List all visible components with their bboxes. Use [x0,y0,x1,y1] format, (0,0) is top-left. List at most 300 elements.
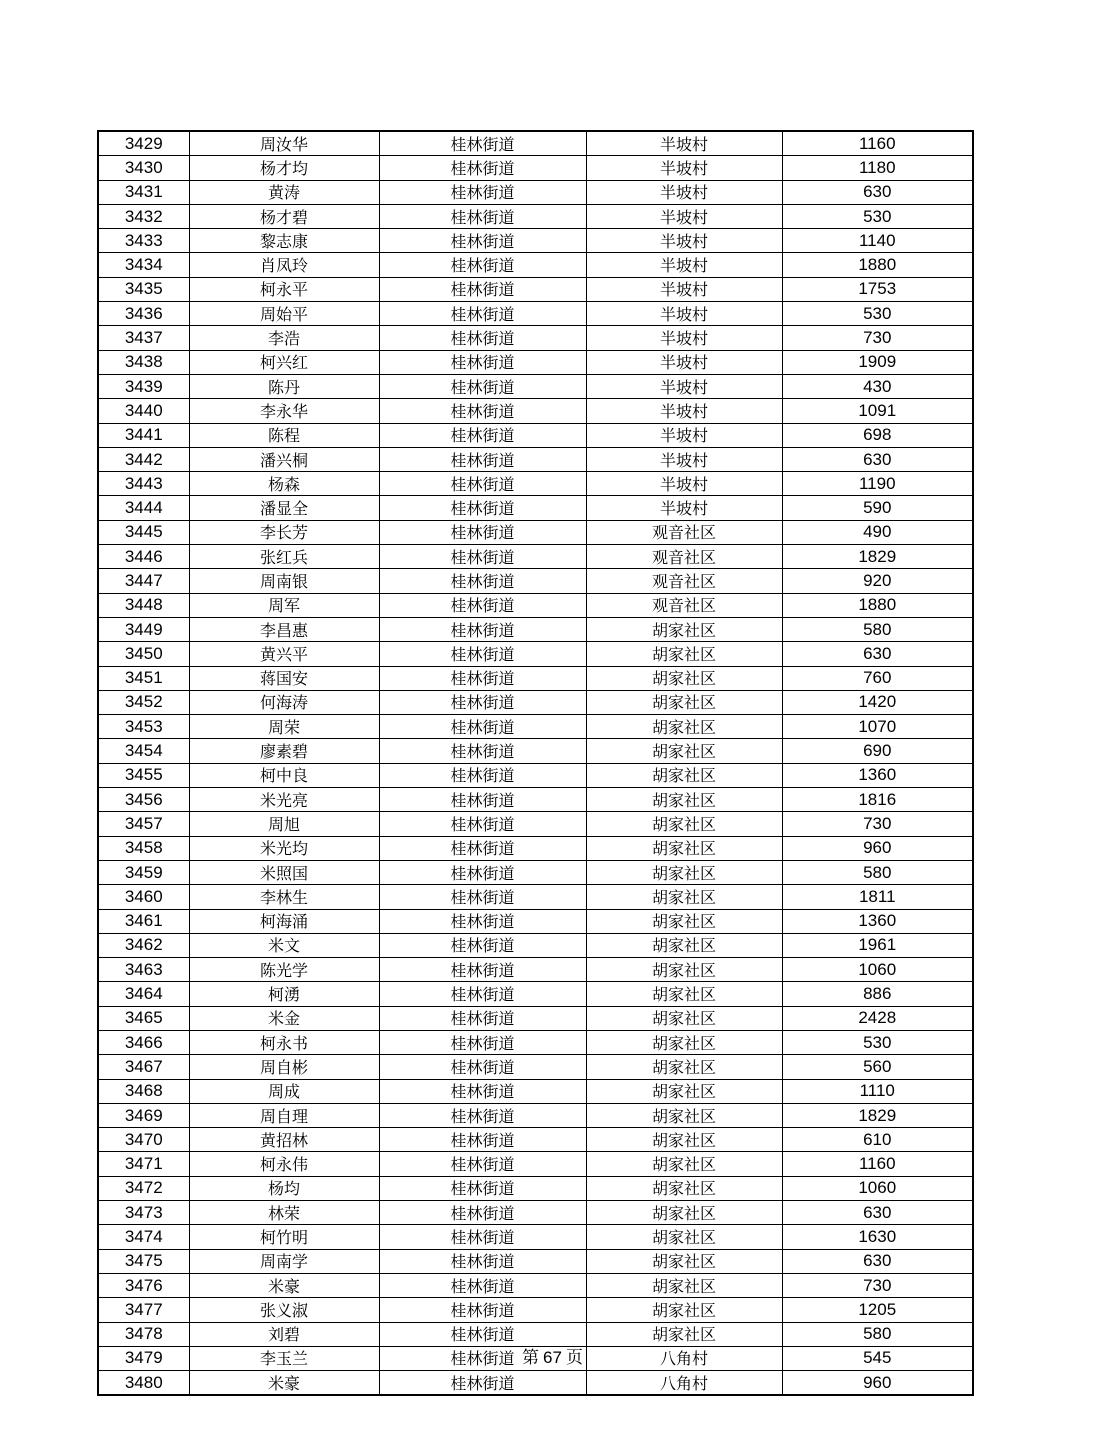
page-footer-prefix: 第 [522,1348,540,1367]
name-cell: 柯竹明 [189,1225,379,1249]
row-number-cell: 3438 [98,350,189,374]
amount-cell: 580 [782,617,973,641]
row-number-cell: 3451 [98,666,189,690]
street-cell: 桂林街道 [379,1201,586,1225]
amount-cell: 1205 [782,1298,973,1322]
community-cell: 半坡村 [586,423,782,447]
table-row [98,399,973,423]
community-cell: 胡家社区 [586,958,782,982]
name-cell: 李长芳 [189,520,379,544]
community-cell: 半坡村 [586,447,782,471]
street-cell: 桂林街道 [379,1225,586,1249]
row-number-cell: 3471 [98,1152,189,1176]
table-row [98,1055,973,1079]
table-row [98,860,973,884]
name-cell: 黄兴平 [189,642,379,666]
table-row [98,423,973,447]
amount-cell: 1091 [782,399,973,423]
street-cell: 桂林街道 [379,399,586,423]
amount-cell: 1190 [782,472,973,496]
name-cell: 周汝华 [189,131,379,156]
table-row [98,909,973,933]
street-cell: 桂林街道 [379,374,586,398]
community-cell: 胡家社区 [586,1322,782,1346]
row-number-cell: 3459 [98,860,189,884]
community-cell: 胡家社区 [586,1201,782,1225]
amount-cell: 730 [782,1273,973,1297]
name-cell: 米豪 [189,1371,379,1396]
street-cell: 桂林街道 [379,472,586,496]
amount-cell: 1060 [782,958,973,982]
table-row [98,666,973,690]
table-row [98,326,973,350]
community-cell: 胡家社区 [586,642,782,666]
street-cell: 桂林街道 [379,520,586,544]
amount-cell: 1816 [782,788,973,812]
street-cell: 桂林街道 [379,1322,586,1346]
street-cell: 桂林街道 [379,569,586,593]
row-number-cell: 3440 [98,399,189,423]
name-cell: 柯兴红 [189,350,379,374]
amount-cell: 960 [782,1371,973,1396]
row-number-cell: 3450 [98,642,189,666]
table-row [98,180,973,204]
table-row [98,1128,973,1152]
table-row [98,1371,973,1396]
community-cell: 胡家社区 [586,885,782,909]
row-number-cell: 3473 [98,1201,189,1225]
street-cell: 桂林街道 [379,593,586,617]
row-number-cell: 3455 [98,763,189,787]
amount-cell: 560 [782,1055,973,1079]
table-row [98,933,973,957]
name-cell: 陈丹 [189,374,379,398]
community-cell: 半坡村 [586,131,782,156]
row-number-cell: 3475 [98,1249,189,1273]
row-number-cell: 3437 [98,326,189,350]
street-cell: 桂林街道 [379,715,586,739]
name-cell: 刘碧 [189,1322,379,1346]
community-cell: 半坡村 [586,180,782,204]
row-number-cell: 3454 [98,739,189,763]
row-number-cell: 3477 [98,1298,189,1322]
street-cell: 桂林街道 [379,958,586,982]
table-row [98,1079,973,1103]
row-number-cell: 3479 [98,1346,189,1370]
community-cell: 半坡村 [586,350,782,374]
community-cell: 胡家社区 [586,1055,782,1079]
row-number-cell: 3474 [98,1225,189,1249]
row-number-cell: 3448 [98,593,189,617]
table-row [98,302,973,326]
row-number-cell: 3431 [98,180,189,204]
amount-cell: 920 [782,569,973,593]
street-cell: 桂林街道 [379,1273,586,1297]
page-number: 67 [543,1348,562,1367]
page-footer-suffix: 页 [565,1348,583,1367]
row-number-cell: 3432 [98,204,189,228]
amount-cell: 1811 [782,885,973,909]
name-cell: 柯海涌 [189,909,379,933]
row-number-cell: 3449 [98,617,189,641]
table-row [98,788,973,812]
community-cell: 观音社区 [586,520,782,544]
name-cell: 周自理 [189,1103,379,1127]
row-number-cell: 3460 [98,885,189,909]
table-row [98,958,973,982]
community-cell: 胡家社区 [586,860,782,884]
street-cell: 桂林街道 [379,1006,586,1030]
amount-cell: 530 [782,204,973,228]
amount-cell: 960 [782,836,973,860]
community-cell: 半坡村 [586,496,782,520]
street-cell: 桂林街道 [379,229,586,253]
community-cell: 胡家社区 [586,1273,782,1297]
street-cell: 桂林街道 [379,642,586,666]
table-row [98,1103,973,1127]
table-row [98,1298,973,1322]
name-cell: 米文 [189,933,379,957]
row-number-cell: 3457 [98,812,189,836]
amount-cell: 430 [782,374,973,398]
community-cell: 胡家社区 [586,909,782,933]
row-number-cell: 3429 [98,131,189,156]
community-cell: 胡家社区 [586,715,782,739]
row-number-cell: 3461 [98,909,189,933]
community-cell: 半坡村 [586,253,782,277]
community-cell: 胡家社区 [586,739,782,763]
name-cell: 米照国 [189,860,379,884]
name-cell: 杨森 [189,472,379,496]
street-cell: 桂林街道 [379,982,586,1006]
community-cell: 胡家社区 [586,1006,782,1030]
table-row [98,1225,973,1249]
table-row [98,1176,973,1200]
amount-cell: 530 [782,1030,973,1054]
row-number-cell: 3466 [98,1030,189,1054]
row-number-cell: 3453 [98,715,189,739]
amount-cell: 630 [782,180,973,204]
name-cell: 潘兴桐 [189,447,379,471]
row-number-cell: 3480 [98,1371,189,1396]
name-cell: 周成 [189,1079,379,1103]
community-cell: 胡家社区 [586,1128,782,1152]
row-number-cell: 3434 [98,253,189,277]
amount-cell: 630 [782,642,973,666]
table-row [98,277,973,301]
row-number-cell: 3468 [98,1079,189,1103]
amount-cell: 690 [782,739,973,763]
table-row [98,1273,973,1297]
street-cell: 桂林街道 [379,1079,586,1103]
street-cell: 桂林街道 [379,836,586,860]
row-number-cell: 3458 [98,836,189,860]
amount-cell: 1060 [782,1176,973,1200]
community-cell: 半坡村 [586,302,782,326]
name-cell: 黄招林 [189,1128,379,1152]
table-row [98,253,973,277]
street-cell: 桂林街道 [379,812,586,836]
street-cell: 桂林街道 [379,253,586,277]
amount-cell: 698 [782,423,973,447]
name-cell: 杨均 [189,1176,379,1200]
row-number-cell: 3444 [98,496,189,520]
street-cell: 桂林街道 [379,447,586,471]
community-cell: 胡家社区 [586,836,782,860]
community-cell: 胡家社区 [586,1298,782,1322]
street-cell: 桂林街道 [379,302,586,326]
name-cell: 米光亮 [189,788,379,812]
name-cell: 何海涛 [189,690,379,714]
community-cell: 半坡村 [586,472,782,496]
community-cell: 观音社区 [586,593,782,617]
row-number-cell: 3470 [98,1128,189,1152]
amount-cell: 886 [782,982,973,1006]
row-number-cell: 3447 [98,569,189,593]
row-number-cell: 3465 [98,1006,189,1030]
name-cell: 柯中良 [189,763,379,787]
name-cell: 杨才碧 [189,204,379,228]
community-cell: 八角村 [586,1346,782,1370]
name-cell: 李林生 [189,885,379,909]
street-cell: 桂林街道 [379,204,586,228]
community-cell: 观音社区 [586,545,782,569]
name-cell: 黎志康 [189,229,379,253]
name-cell: 周南银 [189,569,379,593]
name-cell: 周荣 [189,715,379,739]
data-table-body [98,131,973,1395]
community-cell: 半坡村 [586,326,782,350]
name-cell: 米光均 [189,836,379,860]
amount-cell: 630 [782,1249,973,1273]
name-cell: 蒋国安 [189,666,379,690]
amount-cell: 580 [782,860,973,884]
street-cell: 桂林街道 [379,690,586,714]
name-cell: 周南学 [189,1249,379,1273]
amount-cell: 1420 [782,690,973,714]
row-number-cell: 3456 [98,788,189,812]
row-number-cell: 3441 [98,423,189,447]
row-number-cell: 3478 [98,1322,189,1346]
community-cell: 胡家社区 [586,1079,782,1103]
community-cell: 半坡村 [586,229,782,253]
row-number-cell: 3463 [98,958,189,982]
community-cell: 胡家社区 [586,690,782,714]
name-cell: 李玉兰 [189,1346,379,1370]
name-cell: 肖凤玲 [189,253,379,277]
name-cell: 张义淑 [189,1298,379,1322]
amount-cell: 630 [782,447,973,471]
community-cell: 胡家社区 [586,1249,782,1273]
table-row [98,350,973,374]
community-cell: 胡家社区 [586,1225,782,1249]
table-row [98,1249,973,1273]
community-cell: 八角村 [586,1371,782,1396]
row-number-cell: 3464 [98,982,189,1006]
street-cell: 桂林街道 [379,788,586,812]
name-cell: 李永华 [189,399,379,423]
row-number-cell: 3446 [98,545,189,569]
amount-cell: 1160 [782,131,973,156]
community-cell: 胡家社区 [586,1103,782,1127]
name-cell: 杨才均 [189,156,379,180]
amount-cell: 760 [782,666,973,690]
street-cell: 桂林街道 [379,1103,586,1127]
amount-cell: 610 [782,1128,973,1152]
amount-cell: 1360 [782,909,973,933]
street-cell: 桂林街道 [379,1298,586,1322]
amount-cell: 1880 [782,253,973,277]
street-cell: 桂林街道 [379,1055,586,1079]
street-cell: 桂林街道 [379,277,586,301]
name-cell: 米豪 [189,1273,379,1297]
table-row [98,593,973,617]
name-cell: 陈光学 [189,958,379,982]
row-number-cell: 3462 [98,933,189,957]
community-cell: 半坡村 [586,399,782,423]
amount-cell: 1110 [782,1079,973,1103]
street-cell: 桂林街道 [379,1152,586,1176]
name-cell: 柯湧 [189,982,379,1006]
community-cell: 胡家社区 [586,763,782,787]
street-cell: 桂林街道 [379,860,586,884]
amount-cell: 1070 [782,715,973,739]
community-cell: 观音社区 [586,569,782,593]
amount-cell: 2428 [782,1006,973,1030]
row-number-cell: 3445 [98,520,189,544]
amount-cell: 1630 [782,1225,973,1249]
name-cell: 柯永书 [189,1030,379,1054]
amount-cell: 1753 [782,277,973,301]
row-number-cell: 3469 [98,1103,189,1127]
community-cell: 胡家社区 [586,666,782,690]
amount-cell: 1880 [782,593,973,617]
amount-cell: 580 [782,1322,973,1346]
table-row [98,156,973,180]
street-cell: 桂林街道 [379,545,586,569]
amount-cell: 1140 [782,229,973,253]
community-cell: 半坡村 [586,277,782,301]
street-cell: 桂林街道 [379,156,586,180]
name-cell: 周自彬 [189,1055,379,1079]
table-row [98,763,973,787]
street-cell: 桂林街道 [379,739,586,763]
table-row [98,739,973,763]
name-cell: 柯永平 [189,277,379,301]
row-number-cell: 3436 [98,302,189,326]
row-number-cell: 3467 [98,1055,189,1079]
table-row [98,545,973,569]
name-cell: 李浩 [189,326,379,350]
row-number-cell: 3443 [98,472,189,496]
street-cell: 桂林街道 [379,350,586,374]
community-cell: 胡家社区 [586,617,782,641]
amount-cell: 1160 [782,1152,973,1176]
street-cell: 桂林街道 [379,909,586,933]
street-cell: 桂林街道 [379,1128,586,1152]
name-cell: 周始平 [189,302,379,326]
street-cell: 桂林街道 [379,496,586,520]
name-cell: 李昌惠 [189,617,379,641]
table-row [98,374,973,398]
table-row [98,642,973,666]
row-number-cell: 3472 [98,1176,189,1200]
community-cell: 胡家社区 [586,1176,782,1200]
street-cell: 桂林街道 [379,1030,586,1054]
table-row [98,885,973,909]
table-row [98,690,973,714]
community-cell: 胡家社区 [586,933,782,957]
street-cell: 桂林街道 [379,617,586,641]
row-number-cell: 3433 [98,229,189,253]
street-cell: 桂林街道 [379,763,586,787]
table-row [98,1152,973,1176]
street-cell: 桂林街道 [379,1176,586,1200]
street-cell: 桂林街道 [379,1346,586,1370]
page-footer [0,1343,1105,1368]
street-cell: 桂林街道 [379,326,586,350]
community-cell: 胡家社区 [586,982,782,1006]
community-cell: 胡家社区 [586,1152,782,1176]
table-row [98,982,973,1006]
data-table [97,130,974,1396]
community-cell: 胡家社区 [586,788,782,812]
table-row [98,447,973,471]
name-cell: 林荣 [189,1201,379,1225]
street-cell: 桂林街道 [379,1249,586,1273]
street-cell: 桂林街道 [379,180,586,204]
name-cell: 潘显全 [189,496,379,520]
row-number-cell: 3442 [98,447,189,471]
street-cell: 桂林街道 [379,1371,586,1396]
amount-cell: 490 [782,520,973,544]
street-cell: 桂林街道 [379,666,586,690]
table-row [98,617,973,641]
table-row [98,520,973,544]
table-row [98,812,973,836]
name-cell: 廖素碧 [189,739,379,763]
street-cell: 桂林街道 [379,933,586,957]
amount-cell: 730 [782,812,973,836]
row-number-cell: 3439 [98,374,189,398]
community-cell: 半坡村 [586,374,782,398]
row-number-cell: 3435 [98,277,189,301]
amount-cell: 630 [782,1201,973,1225]
amount-cell: 1909 [782,350,973,374]
community-cell: 半坡村 [586,204,782,228]
amount-cell: 730 [782,326,973,350]
street-cell: 桂林街道 [379,423,586,447]
community-cell: 半坡村 [586,156,782,180]
table-row [98,496,973,520]
community-cell: 胡家社区 [586,1030,782,1054]
street-cell: 桂林街道 [379,885,586,909]
table-row [98,1006,973,1030]
row-number-cell: 3430 [98,156,189,180]
amount-cell: 1829 [782,1103,973,1127]
name-cell: 张红兵 [189,545,379,569]
amount-cell: 1961 [782,933,973,957]
amount-cell: 590 [782,496,973,520]
amount-cell: 530 [782,302,973,326]
table-row [98,472,973,496]
table-row [98,715,973,739]
amount-cell: 545 [782,1346,973,1370]
table-row [98,204,973,228]
community-cell: 胡家社区 [586,812,782,836]
amount-cell: 1180 [782,156,973,180]
name-cell: 周旭 [189,812,379,836]
